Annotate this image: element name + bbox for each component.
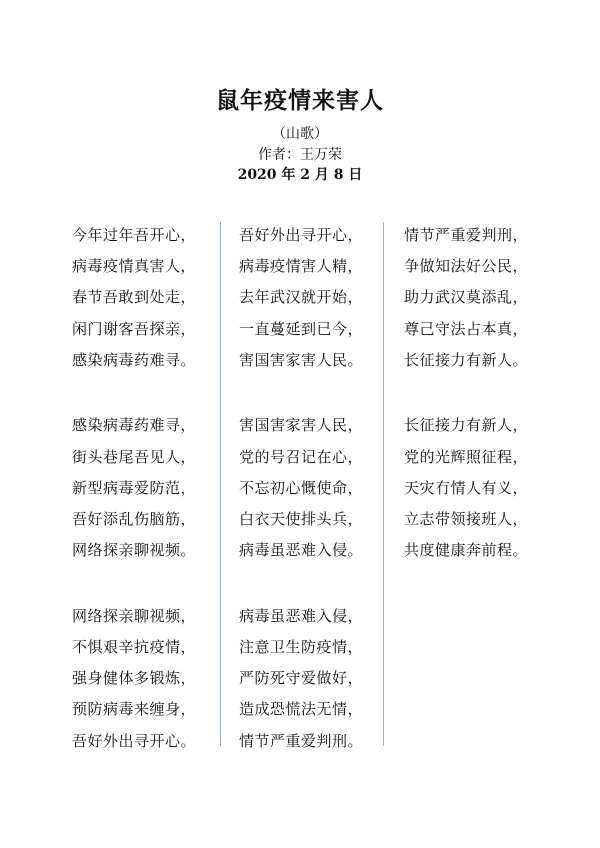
poem-line: 严防死守爱做好， [239, 669, 364, 688]
poem-line: 感染病毒药难寻。 [72, 350, 197, 369]
poem-line: 感染病毒药难寻， [72, 416, 197, 435]
stanza [239, 220, 389, 376]
poem-line: 长征接力有新人， [404, 416, 529, 435]
poem-line: 网络探亲聊视频， [72, 606, 197, 625]
poem-line: 网络探亲聊视频。 [72, 541, 197, 560]
poem-line: 不惧艰辛抗疫情， [72, 638, 197, 657]
poem-line: 新型病毒爱防范， [72, 478, 197, 497]
poem-line: 害国害家害人民。 [239, 350, 364, 369]
stanza [72, 410, 222, 566]
poem-line: 街头巷尾吾见人， [72, 447, 197, 466]
poem-line: 党的号召记在心， [239, 447, 364, 466]
poem-line: 吾好外出寻开心。 [72, 731, 197, 750]
poem-line: 一直蔓延到已今， [239, 319, 364, 338]
poem-line: 预防病毒来缠身， [72, 700, 197, 719]
poem-line: 党的光辉照征程， [404, 447, 529, 466]
poem-column-3 [404, 220, 554, 566]
poem-title: 鼠年疫情来害人 [216, 87, 384, 114]
stanza [72, 220, 222, 376]
poem-line: 去年武汉就开始， [239, 288, 364, 307]
stanza [404, 220, 554, 376]
poem-line: 病毒疫情害人精， [239, 257, 364, 276]
poem-line: 病毒疫情真害人， [72, 257, 197, 276]
stanza [239, 410, 389, 566]
poem-line: 助力武汉莫添乱， [404, 288, 529, 307]
poem-line: 共度健康奔前程。 [404, 541, 529, 560]
poem-line: 长征接力有新人。 [404, 350, 529, 369]
poem-author: 作者：王万荣 [258, 147, 342, 163]
poem-column-2 [239, 220, 389, 757]
stanza [72, 601, 222, 757]
poem-line: 害国害家害人民， [239, 416, 364, 435]
poem-line: 立志带领接班人， [404, 510, 529, 528]
poem-line: 不忘初心慨使命， [239, 478, 364, 497]
poem-subtitle: （山歌） [272, 126, 328, 142]
poem-line: 情节严重爱判刑， [404, 226, 529, 244]
poem-line: 白衣天使排头兵， [239, 510, 364, 528]
poem-line: 尊己守法占本真， [404, 319, 529, 338]
poem-line: 强身健体多锻炼， [72, 669, 197, 688]
poem-line: 吾好添乱伤脑筋， [72, 510, 197, 528]
poem-column-1 [72, 220, 222, 757]
poem-line: 病毒虽恶难入侵。 [239, 541, 364, 560]
poem-line: 闲门谢客吾探亲， [72, 319, 197, 338]
poem-line: 天灾冇情人有义， [404, 478, 529, 497]
poem-line: 情节严重爱判刑。 [239, 731, 364, 750]
poem-line: 造成恐慌法无情， [239, 700, 364, 719]
poem-line: 注意卫生防疫情， [239, 638, 364, 657]
stanza [239, 601, 389, 757]
poem-line: 争做知法好公民， [404, 257, 529, 276]
poem-line: 今年过年吾开心， [72, 226, 197, 244]
poem-line: 春节吾敢到处走， [72, 288, 197, 307]
poem-date: 2020 年 2 月 8 日 [237, 167, 363, 183]
stanza [404, 410, 554, 566]
poem-line: 病毒虽恶难入侵， [239, 606, 364, 625]
poem-line: 吾好外出寻开心， [239, 226, 364, 244]
